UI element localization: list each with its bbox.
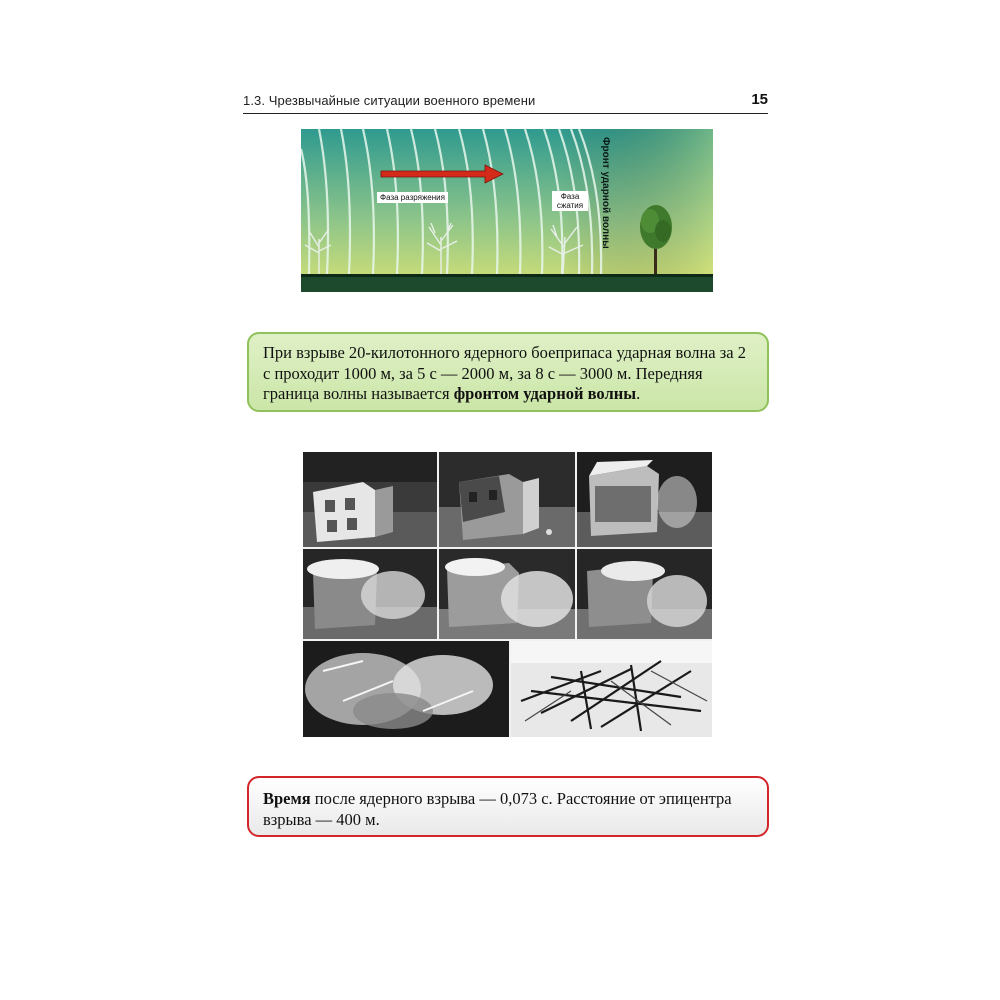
shock-wave-illustration xyxy=(301,129,713,292)
photo-1 xyxy=(303,452,437,547)
info-bold-term: фронтом ударной волны xyxy=(453,384,637,403)
destruction-photo-grid xyxy=(303,452,712,737)
house-destroyed-photo-icon xyxy=(303,641,509,737)
photo-2 xyxy=(439,452,575,547)
info-tail: . xyxy=(636,384,641,403)
photo-5 xyxy=(439,549,575,639)
house-impact-photo-icon xyxy=(439,452,575,547)
house-intact-photo-icon xyxy=(303,452,437,547)
house-shockwave-photo-icon xyxy=(303,549,437,639)
photo-3 xyxy=(577,452,712,547)
time-info-box xyxy=(247,776,769,837)
compression-phase-label: Фаза сжатия xyxy=(552,191,588,211)
house-burning-photo-icon xyxy=(577,452,712,547)
photo-8 xyxy=(511,641,712,737)
house-collapse-photo-icon xyxy=(439,549,575,639)
house-ruins-photo-icon xyxy=(511,641,712,737)
time-bold-term: Время xyxy=(263,789,311,808)
house-debris-photo-icon xyxy=(577,549,712,639)
info-text: При взрыве 20-килотонного ядерного боеприпаса ударная волна за 2 с проходит 1000 м, за 5 с — 2000 м, за 8 с — 3000 м. Передняя граница волны называется xyxy=(263,343,746,403)
photo-6 xyxy=(577,549,712,639)
time-info-text: после ядерного взрыва — 0,073 с. Расстояние от эпицентра взрыва — 400 м. xyxy=(263,789,732,829)
page-header xyxy=(243,91,768,114)
shock-front-label: Фронт ударной волны xyxy=(600,137,611,249)
rarefaction-phase-label: Фаза разряжения xyxy=(377,192,448,203)
photo-7 xyxy=(303,641,509,737)
shock-wave-diagram xyxy=(301,129,713,292)
shock-wave-info-box xyxy=(247,332,769,412)
section-title: 1.3. Чрезвычайные ситуации военного времени xyxy=(243,93,536,108)
photo-4 xyxy=(303,549,437,639)
page-number: 15 xyxy=(751,91,768,108)
